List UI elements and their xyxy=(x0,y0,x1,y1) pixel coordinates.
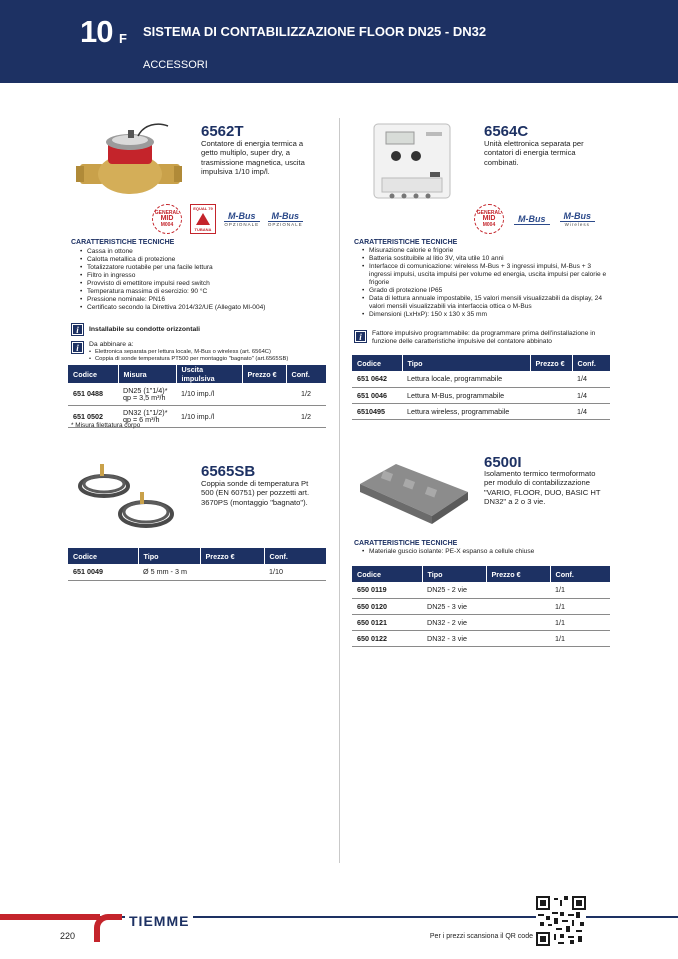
table-row xyxy=(352,630,610,646)
chapter-letter: F xyxy=(119,31,127,46)
info-title: Da abbinare a: xyxy=(89,341,134,348)
cell-conf: 1/4 xyxy=(572,403,610,419)
product-code-6565sb: 6565SB xyxy=(201,463,256,480)
misura-size: DN32 (1"1/2)* xyxy=(123,408,168,417)
cell-tipo: Lettura locale, programmabile xyxy=(402,371,530,387)
product-desc-6565sb: Coppia sonde di temperatura Pt 500 (EN 60751) per pozzetti art. 3670PS (montaggio "bagnato"). xyxy=(201,479,310,507)
info-text: Installabile su condotte orizzontali xyxy=(89,326,201,333)
features-title-6562t: CARATTERISTICHE TECNICHE xyxy=(71,239,175,246)
cell-conf: 1/10 xyxy=(264,564,326,580)
cell-tipo: DN32 - 3 vie xyxy=(422,630,486,646)
mbus-wireless-icon xyxy=(560,211,596,227)
page-number: 220 xyxy=(60,931,76,941)
mbus-label: M-Bus xyxy=(224,211,260,222)
feature-item: • Data di lettura annuale impostabile, 15 valori mensili visualizzabili da display, 24 valori mensili visualizzabili via interfaccia ottica o M-Bus xyxy=(362,295,610,311)
mid-badge-bottom: M004 xyxy=(482,222,496,228)
cell-prezzo xyxy=(242,383,286,405)
footer-accent xyxy=(0,914,100,920)
certifications-6562t xyxy=(152,204,303,234)
product-code-6500i: 6500I xyxy=(484,454,522,471)
cell-conf: 1/2 xyxy=(286,383,326,405)
cell-conf: 1/1 xyxy=(550,582,610,598)
col-header: Conf. xyxy=(572,355,610,371)
feature-item: • Pressione nominale: PN16 xyxy=(80,296,330,304)
product-desc-6500i: Isolamento termico termoformato per modulo di contabilizzazione "VARIO, FLOOR, DUO, BASIC HT DN32" a 2 o 3 vie. xyxy=(484,469,601,506)
price-table-6565sb xyxy=(68,548,326,581)
mbus-icon xyxy=(514,214,550,225)
product-desc-6564c: Unità elettronica separata per contatori di energia termica combinati. xyxy=(484,139,584,167)
col-header: Codice xyxy=(352,355,402,371)
price-table-6500i xyxy=(352,566,610,647)
mbus-icon xyxy=(224,211,260,227)
cell-code: 650 0119 xyxy=(352,582,422,598)
col-header: Uscita impulsiva xyxy=(176,365,242,383)
mid-badge-top: GENERAL xyxy=(154,210,180,216)
feature-item: • Grado di protezione IP65 xyxy=(362,287,610,295)
square-badge-bottom: TUBANA xyxy=(194,227,212,232)
cell-conf: 1/1 xyxy=(550,614,610,630)
col-header: Codice xyxy=(352,566,422,582)
table-row xyxy=(352,371,610,387)
feature-item: • Dimensioni (LxHxP): 150 x 130 x 35 mm xyxy=(362,311,610,319)
feature-item: • Materiale guscio isolante: PE-X espanso a cellule chiuse xyxy=(362,548,610,556)
col-header: Conf. xyxy=(286,365,326,383)
feature-item: • Totalizzatore ruotabile per una facile lettura xyxy=(80,264,330,272)
mbus-wireless-icon xyxy=(268,211,304,227)
features-title-6564c: CARATTERISTICHE TECNICHE xyxy=(354,239,458,246)
cell-misura xyxy=(118,383,176,405)
feature-item: • Certificato secondo la Direttiva 2014/32/UE (Allegato MI-004) xyxy=(80,304,330,312)
col-header: Codice xyxy=(68,365,118,383)
column-divider xyxy=(339,118,340,863)
table-row xyxy=(68,564,326,580)
price-table-6564c xyxy=(352,355,610,420)
mbus-wireless-label: M-Bus xyxy=(560,211,596,222)
feature-item: • Misurazione calorie e frigorie xyxy=(362,247,610,255)
cell-conf: 1/1 xyxy=(550,598,610,614)
cell-tipo: Lettura M-Bus, programmabile xyxy=(402,387,530,403)
feature-item: • Provvisto di emettitore impulsi reed switch xyxy=(80,280,330,288)
col-header: Codice xyxy=(68,548,138,564)
cell-uscita: 1/10 imp./l xyxy=(176,383,242,405)
cell-conf: 1/4 xyxy=(572,387,610,403)
cell-code: 651 0502 xyxy=(68,405,118,427)
brand-logo: TIEMME xyxy=(125,913,193,929)
footer-hook-decoration xyxy=(94,914,122,942)
cell-tipo: Ø 5 mm - 3 m xyxy=(138,564,200,580)
qr-note: Per i prezzi scansiona il QR code xyxy=(429,933,533,940)
col-header: Prezzo € xyxy=(200,548,264,564)
mid-badge-label: MID xyxy=(160,215,174,222)
cell-code: 651 0049 xyxy=(68,564,138,580)
info-icon: i xyxy=(71,341,84,354)
col-header: Tipo xyxy=(138,548,200,564)
mid-badge-label: MID xyxy=(482,215,496,222)
heat-meter-image xyxy=(74,120,186,200)
square-badge-top: EQUAL 79 xyxy=(193,206,213,211)
product-desc-6562t: Contatore di energia termica a getto multiplo, super dry, a trasmissione magnetica, uscita impulsiva 1/10 imp/l. xyxy=(201,139,305,176)
info-icon: i xyxy=(71,323,84,336)
info-note-6564c xyxy=(354,330,612,345)
price-table-6562t xyxy=(68,365,326,428)
mid-badge-bottom: M004 xyxy=(160,222,174,228)
cell-uscita: 1/10 imp./l xyxy=(176,405,242,427)
info-item: • Coppia di sonde temperatura PT500 per montaggio "bagnato" (art.6565SB) xyxy=(89,356,288,363)
cell-prezzo xyxy=(530,387,572,403)
misura-flow: qp = 6 m³/h xyxy=(123,415,160,424)
cell-code: 650 0120 xyxy=(352,598,422,614)
mbus-label: M-Bus xyxy=(514,214,550,225)
info-note-6562t-1 xyxy=(71,323,331,336)
cell-prezzo xyxy=(486,582,550,598)
page-subtitle: ACCESSORI xyxy=(143,59,208,71)
insulation-shell-image xyxy=(356,456,472,526)
features-list-6564c xyxy=(362,247,610,319)
product-code-6564c: 6564C xyxy=(484,123,529,140)
page-title: SISTEMA DI CONTABILIZZAZIONE FLOOR DN25 - DN32 xyxy=(143,24,487,39)
feature-item: • Cassa in ottone xyxy=(80,248,330,256)
mbus-wireless-label: M-Bus xyxy=(268,211,304,222)
cell-code: 651 0488 xyxy=(68,383,118,405)
feature-item: • Interfacce di comunicazione: wireless M-Bus + 3 ingressi impulsi, M-Bus + 3 ingressi impulsi, uscita impulsi per volume ed energia, uscita impulsi per calorie e frigorie xyxy=(362,263,610,287)
cell-tipo: DN32 - 2 vie xyxy=(422,614,486,630)
cell-code: 650 0121 xyxy=(352,614,422,630)
table-row xyxy=(352,614,610,630)
misura-size: DN25 (1"1/4)* xyxy=(123,385,168,395)
cell-prezzo xyxy=(486,630,550,646)
table-row xyxy=(352,598,610,614)
page-header xyxy=(0,0,678,83)
cell-conf: 1/1 xyxy=(550,630,610,646)
cell-code: 651 0046 xyxy=(352,387,402,403)
cell-prezzo xyxy=(530,403,572,419)
col-header: Tipo xyxy=(402,355,530,371)
qr-code-icon[interactable] xyxy=(536,896,586,946)
info-icon: i xyxy=(354,330,367,343)
feature-item: • Batteria sostituibile al litio 3V, vita utile 10 anni xyxy=(362,255,610,263)
table-row xyxy=(68,383,326,405)
col-header: Conf. xyxy=(264,548,326,564)
temperature-probe-image xyxy=(78,462,182,542)
col-header: Conf. xyxy=(550,566,610,582)
info-item: • Elettronica separata per lettura locale, M-Bus o wireless (art. 6564C) xyxy=(89,349,288,356)
mid-certification-icon xyxy=(152,204,182,234)
cell-code: 651 0642 xyxy=(352,371,402,387)
col-header: Tipo xyxy=(422,566,486,582)
table-row xyxy=(352,403,610,419)
features-list-6500i xyxy=(362,548,610,556)
table-row xyxy=(352,582,610,598)
table-row xyxy=(352,387,610,403)
mid-badge-top: GENERAL xyxy=(476,210,502,216)
cell-prezzo xyxy=(242,405,286,427)
mbus-wireless-optional: OPZIONALE xyxy=(267,222,303,227)
cell-tipo: DN25 - 3 vie xyxy=(422,598,486,614)
col-header: Misura xyxy=(118,365,176,383)
features-list-6562t xyxy=(80,248,330,312)
col-header: Prezzo € xyxy=(530,355,572,371)
electronic-unit-image xyxy=(372,122,452,200)
feature-item: • Filtro in ingresso xyxy=(80,272,330,280)
footnote-6562t: * Misura filettatura corpo xyxy=(71,422,141,429)
cell-prezzo xyxy=(530,371,572,387)
cell-prezzo xyxy=(200,564,264,580)
cell-conf: 1/4 xyxy=(572,371,610,387)
info-note-6562t-2 xyxy=(71,341,333,362)
certifications-6564c xyxy=(474,204,595,234)
mbus-optional: OPZIONALE xyxy=(224,222,260,227)
cell-tipo: Lettura wireless, programmabile xyxy=(402,403,530,419)
cell-tipo: DN25 - 2 vie xyxy=(422,582,486,598)
col-header: Prezzo € xyxy=(486,566,550,582)
cell-prezzo xyxy=(486,598,550,614)
product-code-6562t: 6562T xyxy=(201,123,244,140)
cell-code: 650 0122 xyxy=(352,630,422,646)
misura-flow: qp = 3,5 m³/h xyxy=(123,392,166,402)
feature-item: • Temperatura massima di esercizio: 90 °C xyxy=(80,288,330,296)
features-title-6500i: CARATTERISTICHE TECNICHE xyxy=(354,540,458,547)
cell-code: 6510495 xyxy=(352,403,402,419)
feature-item: • Calotta metallica di protezione xyxy=(80,256,330,264)
mbus-wireless-sub: Wireless xyxy=(564,222,590,227)
info-text: Fattore impulsivo programmabile: da programmare prima dell'installazione in funzione delle caratteristiche impulsive del contatore abbinato xyxy=(372,330,596,345)
equal-certification-icon xyxy=(190,204,216,234)
cell-prezzo xyxy=(486,614,550,630)
chapter-number: 10 xyxy=(80,14,113,49)
col-header: Prezzo € xyxy=(242,365,286,383)
cell-conf: 1/2 xyxy=(286,405,326,427)
mid-certification-icon xyxy=(474,204,504,234)
